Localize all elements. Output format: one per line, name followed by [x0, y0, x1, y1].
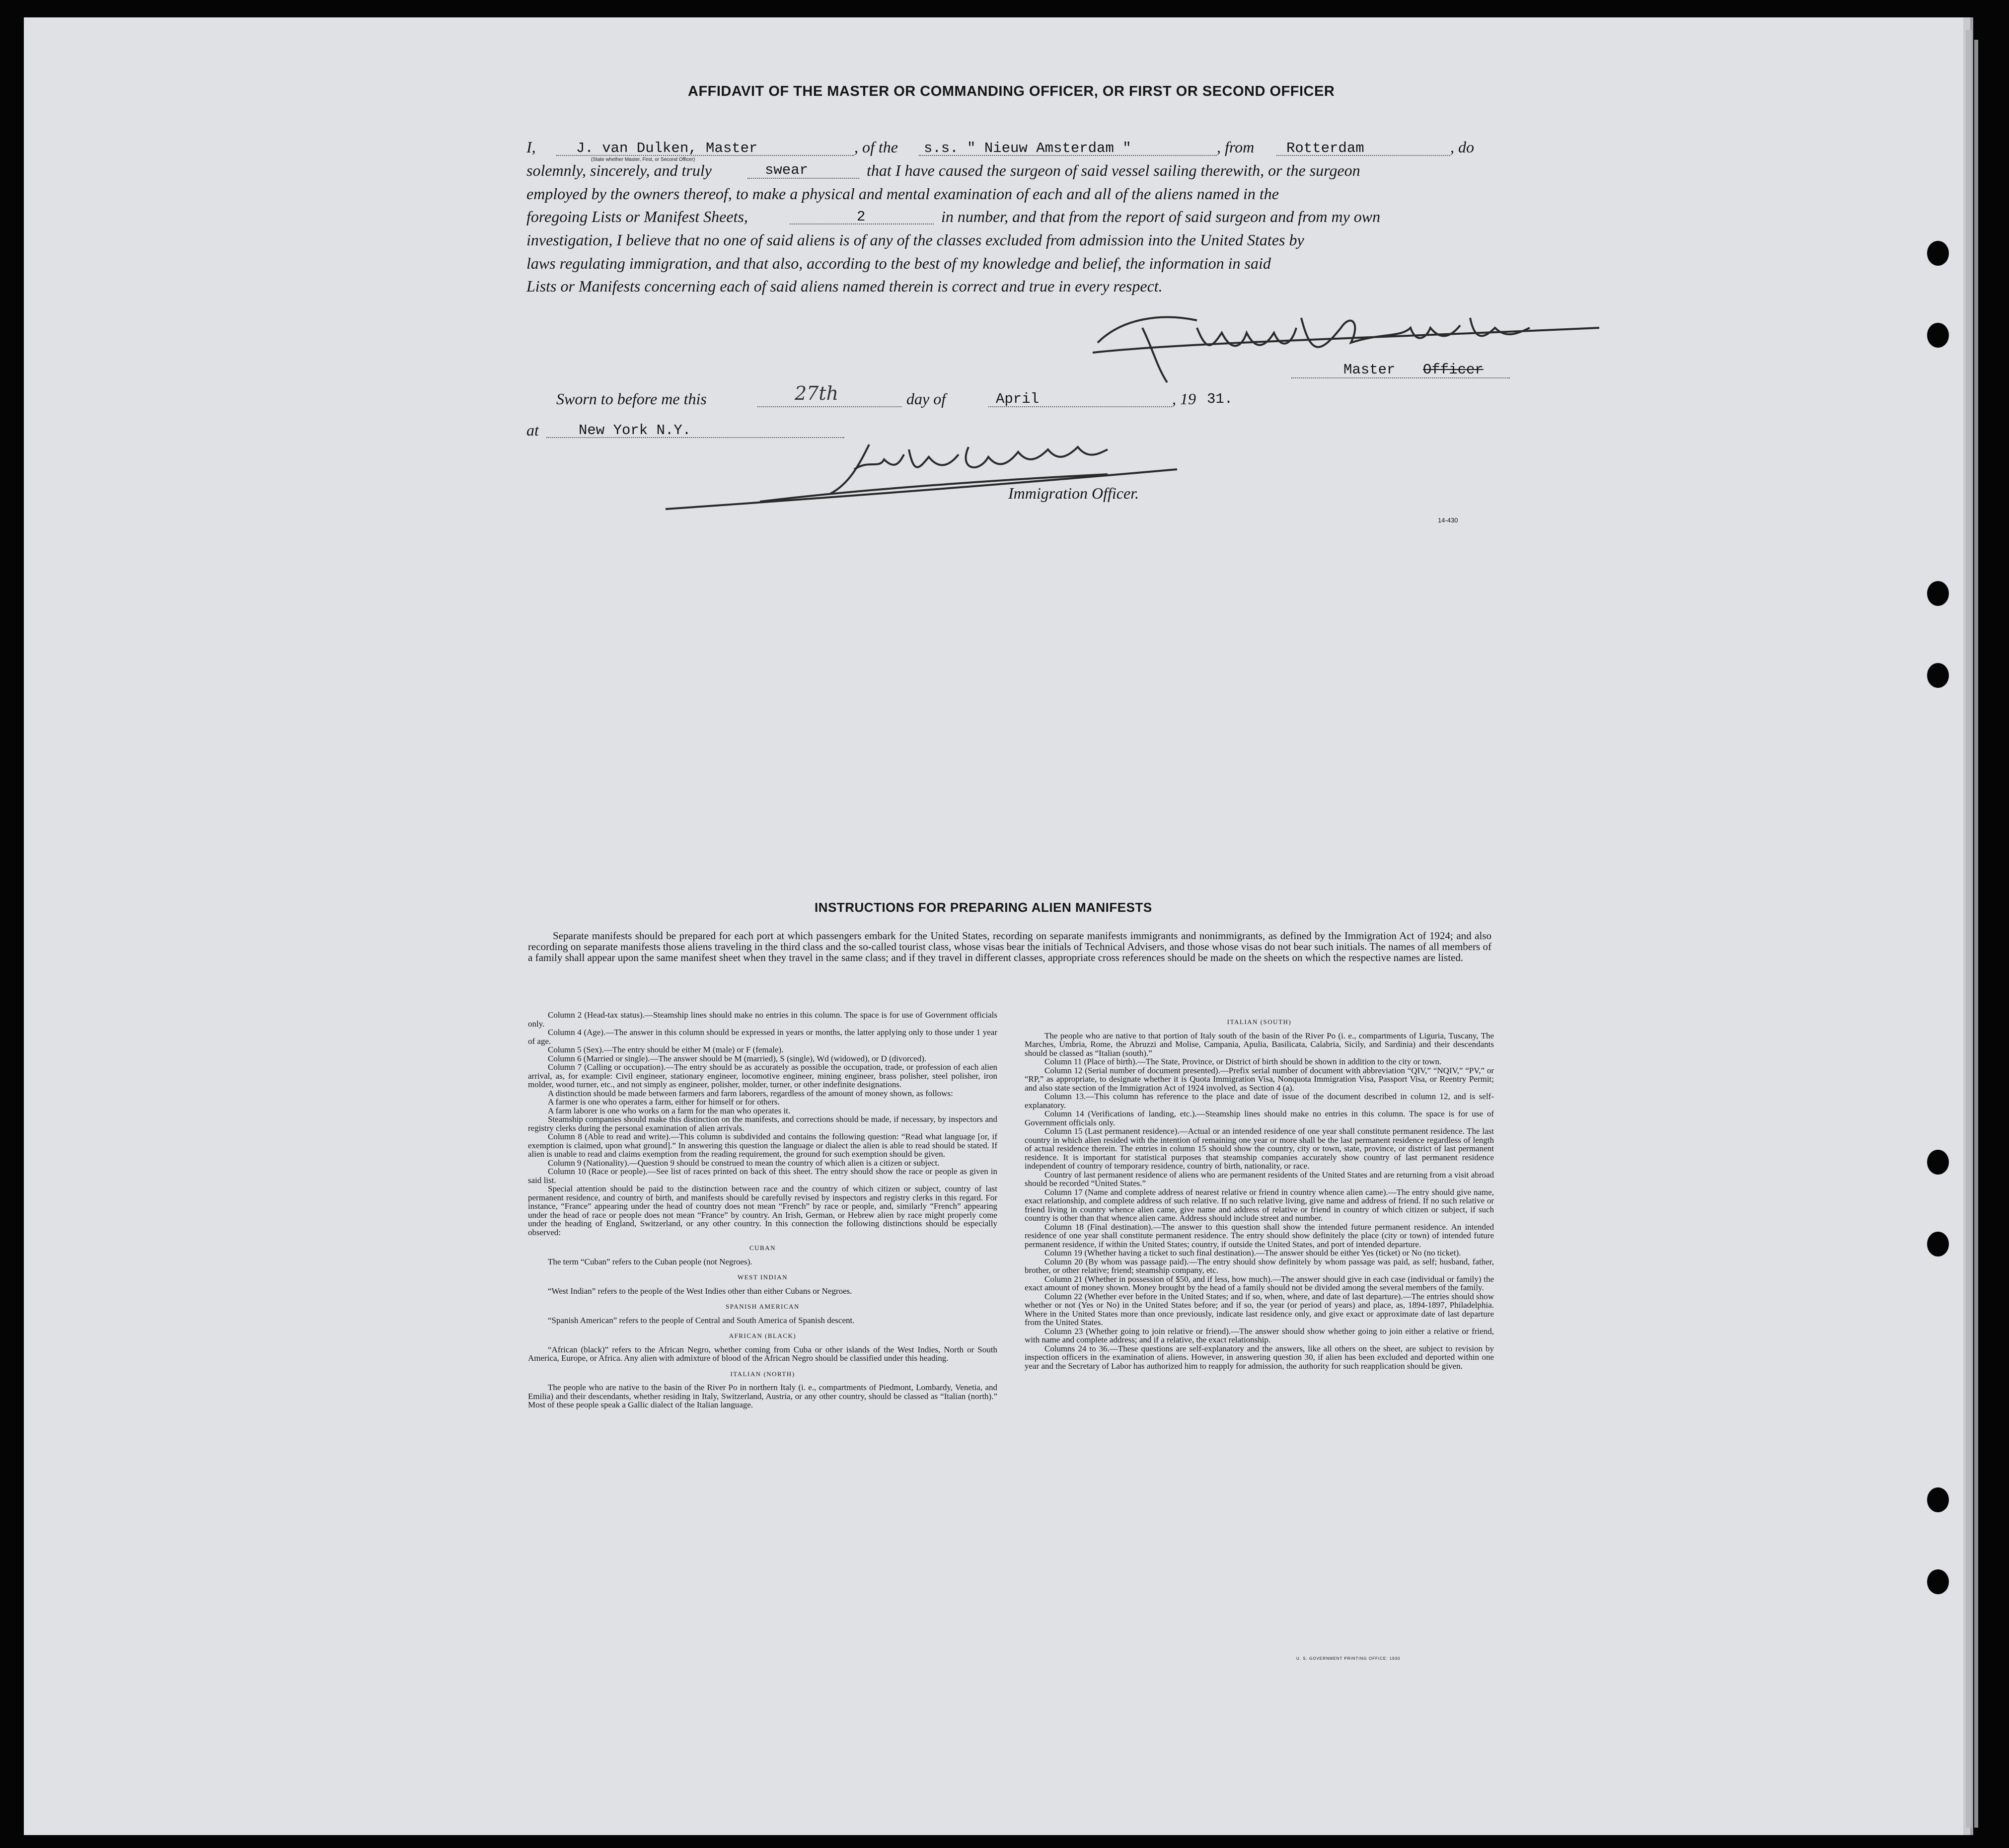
instruction-heading: CUBAN — [749, 1244, 776, 1252]
instruction-paragraph: The term “Cuban” refers to the Cuban people (not Negroes). — [548, 1257, 752, 1266]
page-edge-shadow — [1974, 40, 1978, 1828]
affidavit-text: laws regulating immigration, and that also, according to the best of my knowledge and belief, the information in said — [526, 254, 1271, 272]
oath-field: swear — [765, 162, 809, 178]
affidavit-text: foregoing Lists or Manifest Sheets, — [526, 208, 748, 225]
instruction-heading: ITALIAN (NORTH) — [730, 1370, 795, 1378]
instruction-paragraph: Column 12 (Serial number of document presented).—Prefix serial number of document with abbreviation “QIV,” “NQIV,” “PV,” or “RP,” as appropriate, to designate whether it is Quota Immigration Visa, Nonquota Immigration Visa, Passport Visa, or Reentry Permit; and also state section of the Immigration Act of 1924 involved, as Section 4 (a). — [1025, 1065, 1494, 1093]
instruction-paragraph: “Spanish American” refers to the people of Central and South America of Spanish descent. — [548, 1315, 855, 1325]
affidavit-text: solemnly, sincerely, and truly — [526, 161, 712, 179]
instruction-paragraph: “West Indian” refers to the people of the West Indies other than either Cubans or Negroes. — [548, 1286, 852, 1296]
page-edge — [1966, 30, 1972, 1828]
sworn-day-field: 27th — [795, 382, 839, 404]
instruction-paragraph: Column 7 (Calling or occupation).—The entry should be as accurately as possible the occupation, trade, or profession of each alien arrival, as, for example: Civil engineer, stationary engineer, locomotive engineer, mining engineer, brass polisher, steel polisher, iron molder, wood turner, etc., and not simply as engineer, polisher, molder, turner, or other indefinite designations. — [528, 1062, 997, 1089]
punch-hole — [1927, 323, 1949, 348]
punch-hole — [1927, 1569, 1949, 1594]
instructions-left-column — [528, 1011, 997, 1409]
sworn-year-field: 31. — [1207, 391, 1233, 407]
sworn-text: Sworn to before me this — [556, 390, 707, 408]
instructions-right-column — [1025, 1011, 1494, 1370]
affidavit-text: I, — [526, 138, 536, 156]
printer-imprint: U. S. GOVERNMENT PRINTING OFFICE: 1930 — [1296, 1656, 1401, 1661]
instruction-heading: SPANISH AMERICAN — [726, 1303, 800, 1310]
sworn-place-field: New York N.Y. — [579, 422, 691, 439]
instruction-paragraph: Column 2 (Head-tax status).—Steamship lines should make no entries in this column. The space is for use of Government officials only. — [528, 1010, 997, 1029]
ship-name-field: s.s. " Nieuw Amsterdam " — [924, 140, 1131, 156]
instruction-paragraph: Column 6 (Married or single).—The answer should be M (married), S (single), Wd (widowed), or D (divorced). — [548, 1053, 927, 1063]
instruction-paragraph: Column 14 (Verifications of landing, etc.).—Steamship lines should make no entries in this column. The space is for use of Government officials only. — [1025, 1109, 1494, 1127]
fill-line — [757, 406, 901, 407]
punch-hole — [1927, 1232, 1949, 1257]
punch-hole — [1927, 663, 1949, 688]
affidavit-text: , of the — [854, 138, 898, 156]
instruction-paragraph: Column 18 (Final destination).—The answer to this question shall show the intended future permanent residence. An intended residence of one year shall constitute permanent residence. The entry should show definitely the place (city or town) of intended future permanent residence, if within the United States; country, if outside the United States, and port of intended departure. — [1025, 1222, 1494, 1249]
italian-south-heading: ITALIAN (SOUTH) — [1227, 1018, 1292, 1026]
affidavit-text: employed by the owners thereof, to make a physical and mental examination of each and all of the aliens named in the — [526, 185, 1279, 203]
punch-hole — [1927, 241, 1949, 266]
instruction-paragraph: A distinction should be made between farmers and farm laborers, regardless of the amount of money shown, as follows: — [548, 1088, 953, 1098]
sworn-month-field: April — [996, 391, 1040, 407]
sheet-count-field: 2 — [857, 209, 866, 225]
affidavit-title: AFFIDAVIT OF THE MASTER OR COMMANDING OFFICER, OR FIRST OR SECOND OFFICER — [688, 83, 1335, 99]
officer-rank-note: (State whether Master, First, or Second Officer) — [591, 157, 695, 162]
instruction-paragraph: Column 13.—This column has reference to the place and date of issue of the document described in column 12, and is self-explanatory. — [1025, 1092, 1494, 1110]
affidavit-text: investigation, I believe that no one of said aliens is of any of the classes excluded from admission into the United States by — [526, 231, 1304, 249]
instruction-paragraph: Country of last permanent residence of aliens who are permanent residents of the United States and are returning from a visit abroad should be recorded “United States.” — [1025, 1170, 1494, 1188]
instructions-intro: Separate manifests should be prepared for each port at which passengers embark for the United States, recording on separate manifests immigrants and nonimmigrants, as defined by the Immigration Act of 1924; and also recording on separate manifests those aliens traveling in the third class and the so-called tourist class, whose visas bear the initials of Technical Advisers, and those whose visas do not bear such initials. The names of all members of a family shall appear upon the same manifest sheet when they travel in the same class; and if they travel in different classes, appropriate cross references should be made on the sheets on which the respective names are listed. — [528, 930, 1491, 963]
instruction-paragraph: Column 5 (Sex).—The entry should be either M (male) or F (female). — [548, 1045, 784, 1054]
instruction-paragraph: Column 15 (Last permanent residence).—Actual or an intended residence of one year shall constitute permanent residence. The last country in which alien resided with the intention of remaining one year or more shall be the last permanent residence regardless of length of actual residence therein. The entries in column 15 should show the country, city or town, state, province, or district of last permanent residence. It is important for statistical purposes that steamship companies accurately show country of last permanent residence independent of country of temporary residence, country of birth, nationality, or race. — [1025, 1126, 1494, 1171]
instruction-paragraph: Column 8 (Able to read and write).—This column is subdivided and contains the following question: “Read what language [or, if exemption is claimed, upon what ground].” In answering this question the language or dialect the alien is able to read should be stated. If alien is unable to read and claims exemption from the reading requirement, the ground for such exemption should be given. — [528, 1132, 997, 1159]
sworn-text: at — [526, 421, 539, 439]
instruction-paragraph: Column 20 (By whom was passage paid).—The entry should show definitely by whom passage was paid, as self; husband, father, brother, or other relative; friend; steamship company, etc. — [1025, 1257, 1494, 1275]
punch-hole — [1927, 1487, 1949, 1512]
affidavit-text: in number, and that from the report of said surgeon and from my own — [941, 208, 1381, 225]
instruction-paragraph: Column 17 (Name and complete address of nearest relative or friend in country whence alien came).—The entry should give name, exact relationship, and complete address of such relative. If no such relative living, give name and address of friend. If no such relative or friend living in country whence alien came, give name and address of relative or friend in country of which citizen or subject, if such country is other than that whence alien came. Address should include street and number. — [1025, 1187, 1494, 1223]
instruction-paragraph: Special attention should be paid to the distinction between race and the country of which citizen or subject, country of last permanent residence, and country of birth, and manifests should be carefully revised by inspectors and registry clerks in this regard. For instance, “France” appearing under the head of country does not mean “French” by race or people, and, similarly “French” appearing under the head of race or people does not mean “France” by country. An Irish, German, or Hebrew alien by race might properly come under the heading of England, Switzerland, or any other country. In this connection the following distinctions should be especially observed: — [528, 1184, 997, 1237]
signature-title: Master — [1343, 362, 1396, 378]
instruction-paragraph: Column 11 (Place of birth).—The State, Province, or District of birth should be shown in addition to the city or town. — [1044, 1057, 1442, 1066]
instruction-paragraph: Column 21 (Whether in possession of $50, and if less, how much).—The answer should give in each case (individual or family) the exact amount of money shown. Money brought by the head of a family should not be divided among the several members of the family. — [1025, 1274, 1494, 1292]
sworn-text: , 19 — [1172, 390, 1196, 408]
instruction-paragraph: Columns 24 to 36.—These questions are self-explanatory and the answers, like all others on the sheet, are subject to revision by inspection officers in the examination of aliens. However, in answering question 30, if alien has been excluded and deported within one year and the Secretary of Labor has authorized him to reapply for admission, the authority for such reapplication should be given. — [1025, 1343, 1494, 1371]
instruction-paragraph: “African (black)” refers to the African Negro, whether coming from Cuba or other islands of the West Indies, North or South America, Europe, or Africa. Any alien with admixture of blood of the African Negro should be classified under this heading. — [528, 1344, 997, 1363]
punch-hole — [1927, 1150, 1949, 1175]
punch-hole — [1927, 581, 1949, 606]
form-number: 14-430 — [1438, 517, 1458, 524]
instruction-paragraph: Column 22 (Whether ever before in the United States; and if so, when, where, and date of last departure).—The entries should show whether or not (Yes or No) in the United States before; and if so, the year (or period of years) and place, as, 1894-1897, Philadelphia. Where in the United States more than once previously, indicate last residence only, and give exact or approximate date of last departure from the United States. — [1025, 1291, 1494, 1327]
instruction-paragraph: Steamship companies should make this distinction on the manifests, and corrections should be made, if necessary, by inspectors and registry clerks during the personal examination of alien arrivals. — [528, 1114, 997, 1133]
instruction-paragraph: Column 9 (Nationality).—Question 9 should be construed to mean the country of which alien is a citizen or subject. — [548, 1158, 940, 1168]
instruction-paragraph: A farmer is one who operates a farm, either for himself or for others. — [548, 1097, 780, 1107]
departure-port-field: Rotterdam — [1286, 140, 1364, 156]
immigration-officer-label: Immigration Officer. — [1008, 484, 1139, 502]
instruction-paragraph: The people who are native to that portion of Italy south of the basin of the River Po (i. e., compartments of Liguria, Tuscany, The Marches, Umbria, Rome, the Abruzzi and Molise, Campania, Apulia, Basilicata, Calabria, Sicily, and Sardinia) and their descendants should be classed as “Italian (south).” — [1025, 1031, 1494, 1058]
struck-title: Officer — [1423, 362, 1484, 378]
instruction-paragraph: Column 19 (Whether having a ticket to such final destination).—The answer should be either Yes (ticket) or No (no ticket). — [1044, 1248, 1461, 1257]
affidavit-text: Lists or Manifests concerning each of said aliens named therein is correct and true in every respect. — [526, 277, 1163, 295]
instruction-paragraph: Column 4 (Age).—The answer in this column should be expressed in years or months, the latter applying only to those under 1 year of age. — [528, 1028, 997, 1046]
instruction-paragraph: Column 23 (Whether going to join relative or friend).—The answer should show whether going to join either a relative or friend, with name and complete address; and if a relative, the exact relationship. — [1025, 1326, 1494, 1344]
sworn-text: day of — [906, 390, 946, 408]
affidavit-text: that I have caused the surgeon of said vessel sailing therewith, or the surgeon — [867, 161, 1360, 179]
instruction-heading: WEST INDIAN — [737, 1273, 788, 1281]
master-name-field: J. van Dulken, Master — [576, 140, 758, 156]
instruction-paragraph: The people who are native to the basin of the River Po in northern Italy (i. e., compartments of Piedmont, Lombardy, Venetia, and Emilia) and their descendants, whether residing in Italy, Switzerland, Austria, or any other country, should be classed as “Italian (north).” Most of these people speak a Gallic dialect of the Italian language. — [528, 1383, 997, 1409]
instruction-paragraph: Column 10 (Race or people).—See list of races printed on back of this sheet. The entry should show the race or people as given in said list. — [528, 1167, 997, 1185]
affidavit-text: , do — [1450, 138, 1474, 156]
instructions-title: INSTRUCTIONS FOR PREPARING ALIEN MANIFESTS — [815, 900, 1152, 915]
affidavit-text: , from — [1217, 138, 1255, 156]
instruction-paragraph: A farm laborer is one who works on a farm for the man who operates it. — [548, 1106, 791, 1115]
instruction-heading: AFRICAN (BLACK) — [729, 1332, 797, 1339]
